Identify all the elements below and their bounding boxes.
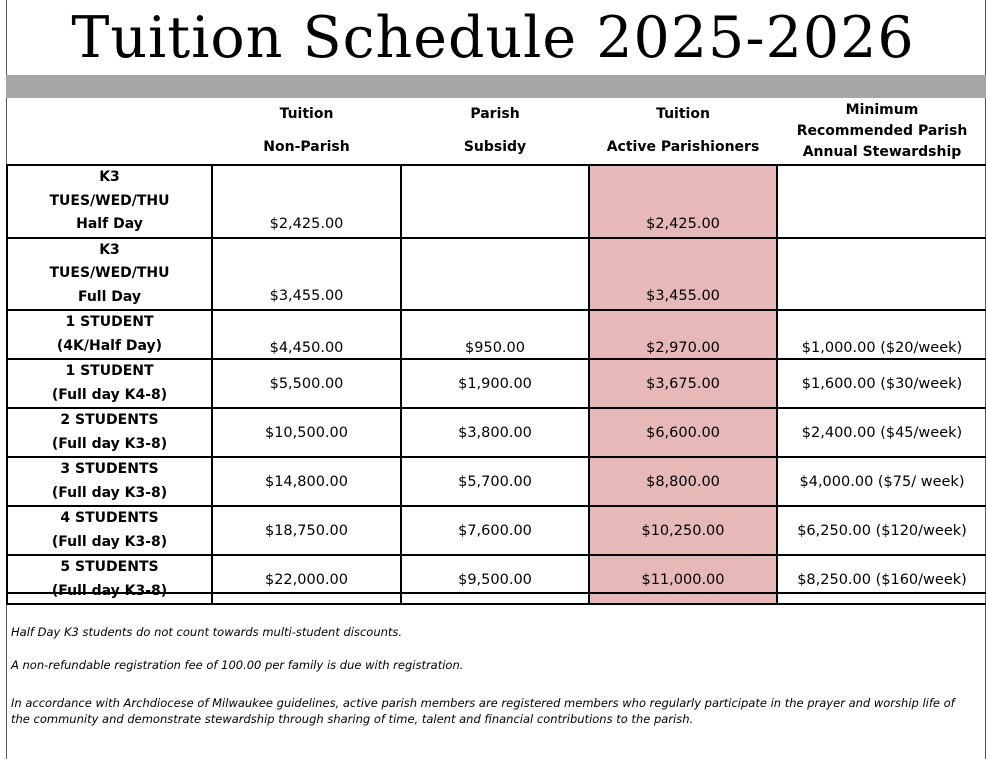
cell-subsidy: $7,600.00 xyxy=(401,506,589,555)
table-row xyxy=(7,238,986,311)
row-label: 4 STUDENTS (Full day K3-8) xyxy=(7,506,212,555)
header-blank xyxy=(7,98,212,165)
cell-stewardship: $4,000.00 ($75/ week) xyxy=(777,457,986,506)
row-label: 5 STUDENTS (Full day K3-8) xyxy=(7,555,212,604)
table-row xyxy=(7,165,986,238)
row-label: K3 TUES/WED/THU Full Day xyxy=(7,238,212,311)
row-label: 3 STUDENTS (Full day K3-8) xyxy=(7,457,212,506)
table-row xyxy=(7,457,986,506)
cell-non-parish: $5,500.00 xyxy=(212,359,401,408)
header-stewardship: Minimum Recommended Parish Annual Stewardship xyxy=(777,98,986,165)
cell-non-parish: $3,455.00 xyxy=(212,238,401,311)
table-row xyxy=(7,359,986,408)
header-active: Tuition Active Parishioners xyxy=(589,98,777,165)
cell-stewardship: $6,250.00 ($120/week) xyxy=(777,506,986,555)
cell-active: $10,250.00 xyxy=(589,506,777,555)
cell-active: $8,800.00 xyxy=(589,457,777,506)
cell-stewardship xyxy=(777,165,986,238)
cell-non-parish: $14,800.00 xyxy=(212,457,401,506)
header-non-parish: Tuition Non-Parish xyxy=(212,98,401,165)
cell-subsidy: $950.00 xyxy=(401,310,589,359)
note-registration-fee: A non-refundable registration fee of 100.00 per family is due with registration. xyxy=(11,658,464,672)
table-header-row xyxy=(7,98,986,165)
cell-stewardship: $1,000.00 ($20/week) xyxy=(777,310,986,359)
cell-active: $6,600.00 xyxy=(589,408,777,457)
cell-stewardship: $2,400.00 ($45/week) xyxy=(777,408,986,457)
cell-active: $3,675.00 xyxy=(589,359,777,408)
cell-non-parish: $4,450.00 xyxy=(212,310,401,359)
row-label: 1 STUDENT (4K/Half Day) xyxy=(7,310,212,359)
notes-section xyxy=(6,592,986,759)
note-multi-student: Half Day K3 students do not count towards multi-student discounts. xyxy=(11,625,403,639)
row-label: K3 TUES/WED/THU Half Day xyxy=(7,165,212,238)
cell-stewardship: $8,250.00 ($160/week) xyxy=(777,555,986,604)
cell-non-parish: $2,425.00 xyxy=(212,165,401,238)
cell-stewardship xyxy=(777,238,986,311)
table-row xyxy=(7,408,986,457)
table-row xyxy=(7,506,986,555)
row-label: 2 STUDENTS (Full day K3-8) xyxy=(7,408,212,457)
cell-subsidy: $1,900.00 xyxy=(401,359,589,408)
cell-active: $3,455.00 xyxy=(589,238,777,311)
header-subsidy: Parish Subsidy xyxy=(401,98,589,165)
table-row xyxy=(7,310,986,359)
page-title: Tuition Schedule 2025-2026 xyxy=(71,5,915,71)
cell-subsidy: $9,500.00 xyxy=(401,555,589,604)
header-bar xyxy=(6,75,986,98)
cell-stewardship: $1,600.00 ($30/week) xyxy=(777,359,986,408)
cell-non-parish: $10,500.00 xyxy=(212,408,401,457)
tuition-table xyxy=(6,98,986,605)
cell-active: $2,970.00 xyxy=(589,310,777,359)
cell-subsidy: $3,800.00 xyxy=(401,408,589,457)
cell-active: $2,425.00 xyxy=(589,165,777,238)
cell-non-parish: $18,750.00 xyxy=(212,506,401,555)
row-label: 1 STUDENT (Full day K4-8) xyxy=(7,359,212,408)
cell-active: $11,000.00 xyxy=(589,555,777,604)
cell-subsidy xyxy=(401,165,589,238)
cell-subsidy: $5,700.00 xyxy=(401,457,589,506)
note-active-parishioners: In accordance with Archdiocese of Milwaukee guidelines, active parish members are registered members who regularly participate in the prayer and worship life of the community and demonstrate stewardship through sharing of time, talent and financial contributions to the parish. xyxy=(11,696,955,726)
cell-non-parish: $22,000.00 xyxy=(212,555,401,604)
cell-subsidy xyxy=(401,238,589,311)
